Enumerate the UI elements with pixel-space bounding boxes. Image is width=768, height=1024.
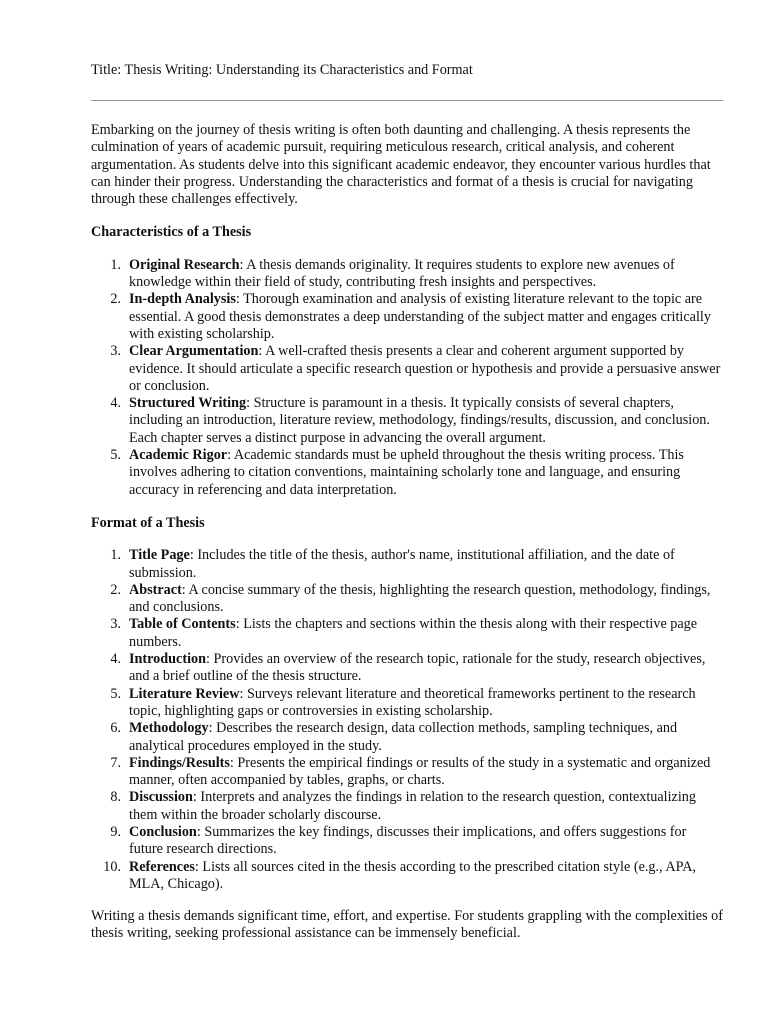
item-separator: : — [239, 256, 247, 273]
item-number: 9. — [110, 823, 121, 840]
list-item — [91, 755, 723, 790]
item-term: Methodology — [129, 720, 209, 737]
list-item — [91, 789, 723, 824]
item-number: 2. — [110, 581, 121, 598]
item-number: 2. — [110, 291, 121, 308]
item-separator: : — [246, 395, 254, 412]
item-separator: : — [229, 754, 238, 771]
list-item — [91, 257, 723, 292]
item-text: Presents the empirical findings or results of the study in a systematic and organized manner, often accompanied by tables, graphs, or charts. — [129, 754, 711, 789]
item-term: Table of Contents — [129, 616, 236, 633]
characteristics-list — [91, 257, 723, 499]
item-separator: : — [196, 823, 205, 840]
item-term: Literature Review — [129, 685, 240, 702]
document-title: Title: Thesis Writing: Understanding its Characteristics and Format — [91, 62, 473, 78]
item-term: Title Page — [129, 547, 190, 564]
item-term: Original Research — [129, 256, 240, 273]
list-item — [91, 859, 723, 894]
item-term: In-depth Analysis — [129, 291, 236, 308]
item-term: Findings/Results — [129, 754, 230, 771]
item-separator: : — [189, 547, 198, 564]
item-text: Includes the title of the thesis, author's name, institutional affiliation, and the date of submission. — [129, 547, 675, 581]
list-item — [91, 824, 723, 859]
item-separator: : — [239, 685, 247, 702]
item-separator: : — [192, 789, 201, 806]
item-text: Academic standards must be upheld throughout the thesis writing process. This involves adhering to citation conventions, maintaining scholarly tone and language, and ensuring accuracy in referencing and data interpretation. — [129, 447, 684, 498]
item-term: Conclusion — [129, 823, 197, 840]
characteristics-heading: Characteristics of a Thesis — [91, 224, 252, 241]
item-term: Academic Rigor — [129, 447, 228, 464]
document-page — [91, 60, 723, 943]
item-separator: : — [194, 858, 203, 875]
list-item — [91, 343, 723, 395]
item-number: 4. — [110, 651, 121, 668]
item-text: Summarizes the key findings, discusses their implications, and offers suggestions for future research directions. — [129, 823, 687, 858]
list-item — [91, 291, 723, 343]
item-number: 7. — [110, 754, 121, 771]
item-separator: : — [227, 447, 234, 464]
item-text: A well-crafted thesis presents a clear and coherent argument supported by evidence. It should articulate a specific research question or hypothesis and provide a persuasive answer or conclusion. — [129, 343, 721, 394]
item-text: Surveys relevant literature and theoretical frameworks pertinent to the research topic, highlighting gaps or controversies in existing scholarship. — [129, 685, 696, 719]
item-separator: : — [208, 720, 217, 737]
item-text: A thesis demands originality. It requires students to explore new avenues of knowledge within their field of study, contributing fresh insights and perspectives. — [129, 256, 675, 291]
item-number: 3. — [110, 616, 121, 633]
item-text: Lists the chapters and sections within the thesis along with their respective page numbers. — [129, 616, 698, 650]
item-text: Interprets and analyzes the findings in relation to the research question, contextualizing them within the broader scholarly discourse. — [129, 789, 696, 823]
item-number: 5. — [110, 447, 121, 464]
item-term: References — [129, 858, 195, 875]
title-divider — [91, 100, 723, 101]
item-separator: : — [181, 581, 189, 598]
item-term: Discussion — [129, 789, 193, 806]
format-heading: Format of a Thesis — [91, 514, 205, 531]
item-separator: : — [235, 616, 244, 633]
list-item — [91, 447, 723, 499]
item-number: 8. — [110, 789, 121, 806]
item-text: A concise summary of the thesis, highlighting the research question, methodology, findings, and conclusions. — [129, 581, 711, 616]
item-number: 3. — [110, 343, 121, 360]
item-text: Thorough examination and analysis of existing literature relevant to the topic are essential. A good thesis demonstrates a deep understanding of the subject matter and engages critically with existing scholarship. — [129, 291, 711, 342]
item-number: 6. — [110, 720, 121, 737]
item-term: Clear Argumentation — [129, 343, 259, 360]
list-item — [91, 582, 723, 617]
item-text: Describes the research design, data collection methods, sampling techniques, and analytical procedures employed in the study. — [129, 720, 678, 754]
closing-paragraph: Writing a thesis demands significant time, effort, and expertise. For students grappling with the complexities of thesis writing, seeking professional assistance can be immensely beneficial. — [91, 908, 723, 942]
intro-paragraph: Embarking on the journey of thesis writing is often both daunting and challenging. A thesis represents the culmination of years of academic pursuit, requiring meticulous research, critical analysis, and coherent argumentation. As students delve into this significant academic endeavor, they encounter various hurdles that can hinder their progress. Understanding the characteristics and format of a thesis is crucial for navigating through these challenges effectively. — [91, 122, 711, 208]
item-number: 4. — [110, 395, 121, 412]
item-term: Abstract — [129, 581, 182, 598]
item-text: Lists all sources cited in the thesis according to the prescribed citation style (e.g., APA, MLA, Chicago). — [129, 858, 696, 892]
item-separator: : — [235, 291, 244, 308]
format-list — [91, 547, 723, 893]
item-number: 5. — [110, 685, 121, 702]
item-term: Structured Writing — [129, 395, 247, 412]
item-text: Provides an overview of the research topic, rationale for the study, research objectives, and a brief outline of the thesis structure. — [129, 651, 706, 685]
item-separator: : — [206, 651, 214, 668]
item-separator: : — [258, 343, 266, 360]
list-item — [91, 616, 723, 651]
item-text: Structure is paramount in a thesis. It typically consists of several chapters, including an introduction, literature review, methodology, findings/results, discussion, and conclusion. Each chapter serves a distinct purpose in advancing the overall argument. — [129, 395, 710, 446]
item-term: Introduction — [129, 651, 206, 668]
list-item — [91, 686, 723, 721]
item-number: 1. — [110, 256, 121, 273]
item-number: 1. — [110, 547, 121, 564]
list-item — [91, 720, 723, 755]
list-item — [91, 651, 723, 686]
list-item — [91, 395, 723, 447]
item-number: 10. — [103, 858, 121, 875]
list-item — [91, 547, 723, 582]
